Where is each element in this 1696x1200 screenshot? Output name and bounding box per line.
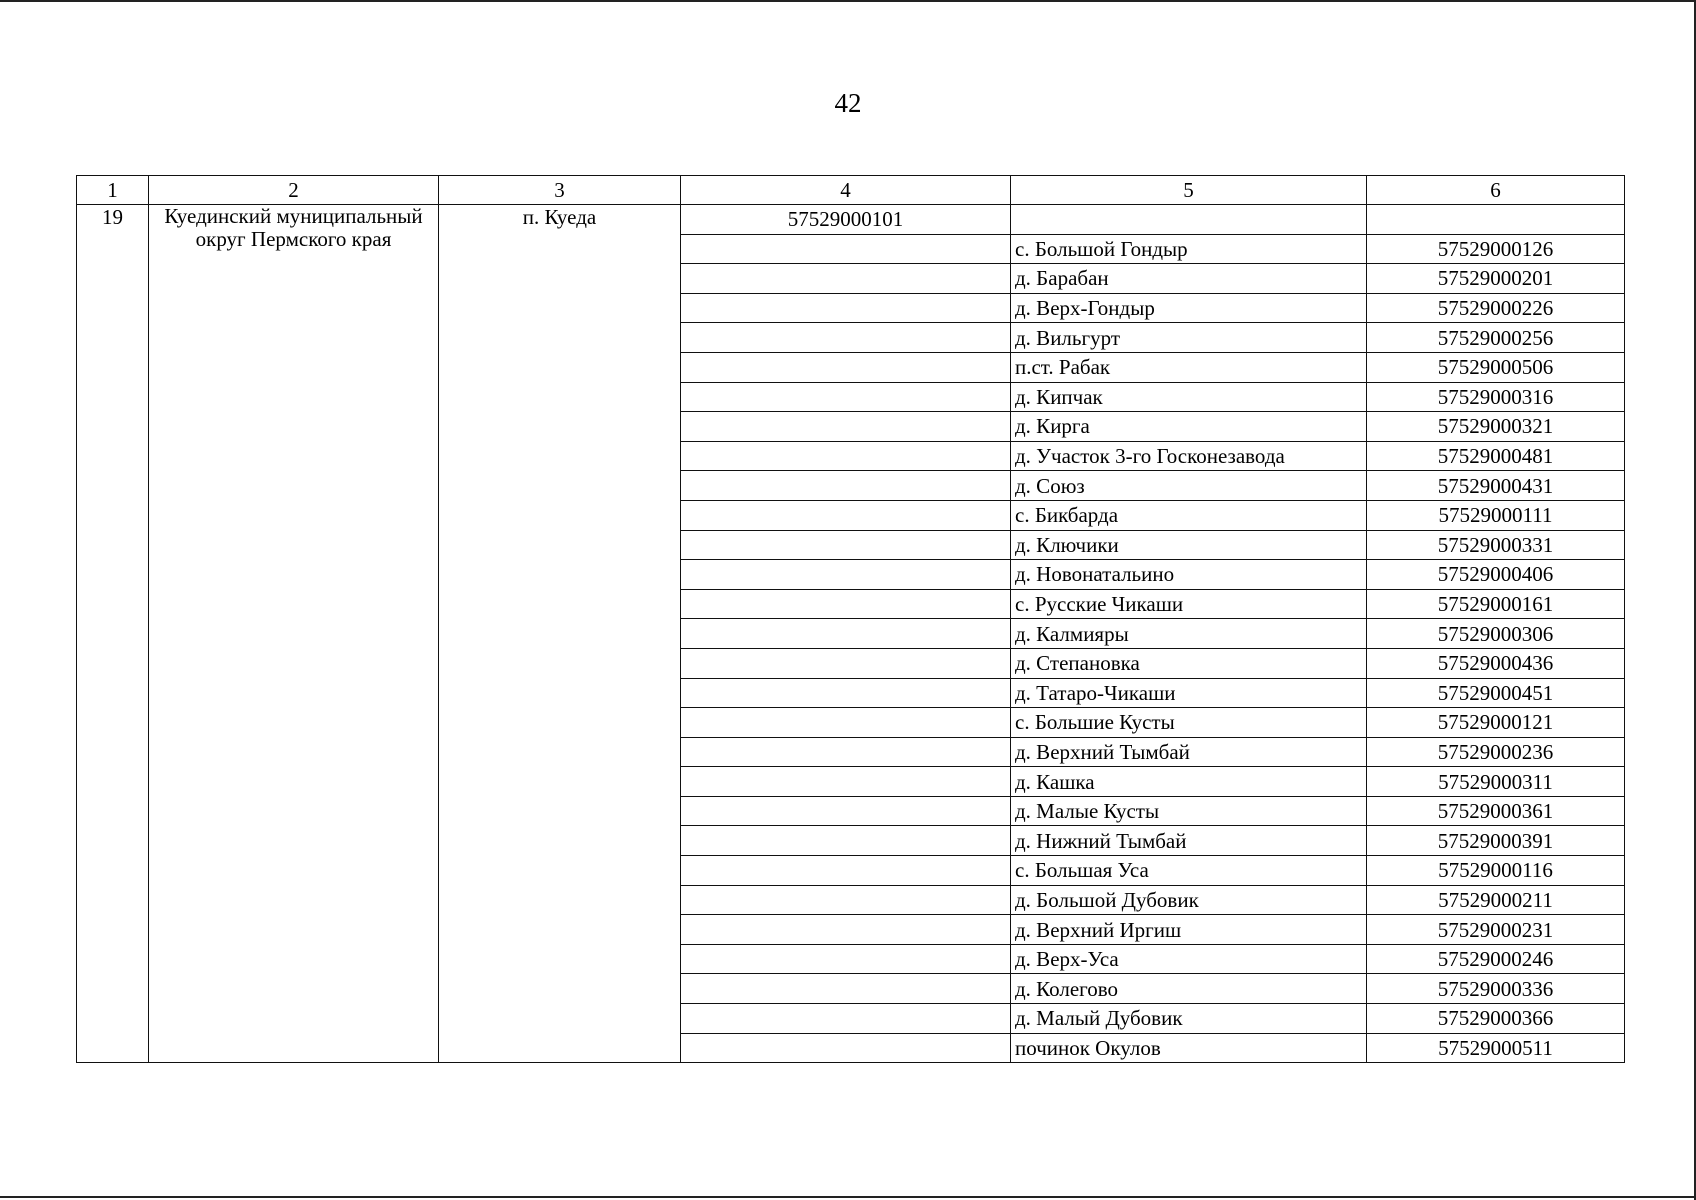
center-code-cell bbox=[681, 500, 1011, 530]
settlement-name: д. Степановка bbox=[1011, 648, 1367, 678]
center-code-cell bbox=[681, 530, 1011, 560]
entry-number: 19 bbox=[77, 205, 149, 1063]
settlement-name: д. Малый Дубовик bbox=[1011, 1004, 1367, 1034]
center-code-cell bbox=[681, 826, 1011, 856]
center-code-cell bbox=[681, 856, 1011, 886]
settlement-code: 57529000506 bbox=[1367, 352, 1625, 382]
municipality-name: Куединский муниципальный округ Пермского края bbox=[149, 205, 439, 1063]
settlement-name bbox=[1011, 205, 1367, 235]
center-code-cell bbox=[681, 737, 1011, 767]
column-number: 1 bbox=[77, 176, 149, 205]
center-code-cell bbox=[681, 796, 1011, 826]
settlement-code: 57529000231 bbox=[1367, 915, 1625, 945]
settlement-name: д. Кашка bbox=[1011, 767, 1367, 797]
center-code-cell bbox=[681, 441, 1011, 471]
settlement-name: починок Окулов bbox=[1011, 1033, 1367, 1063]
settlement-name: д. Вильгурт bbox=[1011, 323, 1367, 353]
settlement-code: 57529000431 bbox=[1367, 471, 1625, 501]
settlement-name: д. Большой Дубовик bbox=[1011, 885, 1367, 915]
center-code-cell bbox=[681, 352, 1011, 382]
center-code-cell bbox=[681, 619, 1011, 649]
center-code-cell bbox=[681, 1004, 1011, 1034]
settlement-name: с. Большая Уса bbox=[1011, 856, 1367, 886]
settlement-code: 57529000256 bbox=[1367, 323, 1625, 353]
center-code-cell bbox=[681, 915, 1011, 945]
settlement-code: 57529000481 bbox=[1367, 441, 1625, 471]
settlement-code: 57529000121 bbox=[1367, 708, 1625, 738]
settlement-code: 57529000331 bbox=[1367, 530, 1625, 560]
center-code: 57529000101 bbox=[681, 205, 1011, 235]
column-number: 5 bbox=[1011, 176, 1367, 205]
center-code-cell bbox=[681, 974, 1011, 1004]
administrative-center: п. Куеда bbox=[439, 205, 681, 1063]
settlement-name: д. Кирга bbox=[1011, 412, 1367, 442]
settlement-name: д. Калмияры bbox=[1011, 619, 1367, 649]
settlement-code: 57529000336 bbox=[1367, 974, 1625, 1004]
settlement-name: д. Татаро-Чикаши bbox=[1011, 678, 1367, 708]
settlement-name: д. Малые Кусты bbox=[1011, 796, 1367, 826]
settlement-code: 57529000211 bbox=[1367, 885, 1625, 915]
center-code-cell bbox=[681, 678, 1011, 708]
center-code-cell bbox=[681, 412, 1011, 442]
column-number-row bbox=[77, 176, 1625, 205]
settlement-name: п.ст. Рабак bbox=[1011, 352, 1367, 382]
settlement-code: 57529000226 bbox=[1367, 293, 1625, 323]
column-number: 6 bbox=[1367, 176, 1625, 205]
settlement-code: 57529000406 bbox=[1367, 560, 1625, 590]
settlements-table bbox=[76, 175, 1625, 1063]
settlement-code: 57529000311 bbox=[1367, 767, 1625, 797]
column-number: 4 bbox=[681, 176, 1011, 205]
center-code-cell bbox=[681, 382, 1011, 412]
settlement-name: д. Нижний Тымбай bbox=[1011, 826, 1367, 856]
settlement-code: 57529000321 bbox=[1367, 412, 1625, 442]
center-code-cell bbox=[681, 560, 1011, 590]
center-code-cell bbox=[681, 885, 1011, 915]
center-code-cell bbox=[681, 234, 1011, 264]
settlement-code: 57529000391 bbox=[1367, 826, 1625, 856]
settlement-code bbox=[1367, 205, 1625, 235]
table-row bbox=[77, 205, 1625, 235]
settlement-code: 57529000361 bbox=[1367, 796, 1625, 826]
settlement-name: д. Барабан bbox=[1011, 264, 1367, 294]
column-number: 3 bbox=[439, 176, 681, 205]
settlement-name: с. Большие Кусты bbox=[1011, 708, 1367, 738]
center-code-cell bbox=[681, 293, 1011, 323]
settlement-code: 57529000366 bbox=[1367, 1004, 1625, 1034]
center-code-cell bbox=[681, 708, 1011, 738]
settlement-name: д. Верх-Гондыр bbox=[1011, 293, 1367, 323]
settlement-name: д. Колегово bbox=[1011, 974, 1367, 1004]
page-bottom-edge bbox=[0, 1196, 1696, 1198]
settlement-code: 57529000436 bbox=[1367, 648, 1625, 678]
settlement-code: 57529000201 bbox=[1367, 264, 1625, 294]
settlement-name: с. Большой Гондыр bbox=[1011, 234, 1367, 264]
settlement-code: 57529000111 bbox=[1367, 500, 1625, 530]
settlement-name: с. Бикбарда bbox=[1011, 500, 1367, 530]
settlement-code: 57529000126 bbox=[1367, 234, 1625, 264]
settlement-code: 57529000306 bbox=[1367, 619, 1625, 649]
center-code-cell bbox=[681, 648, 1011, 678]
settlement-name: д. Верхний Тымбай bbox=[1011, 737, 1367, 767]
center-code-cell bbox=[681, 944, 1011, 974]
center-code-cell bbox=[681, 471, 1011, 501]
settlement-name: д. Ключики bbox=[1011, 530, 1367, 560]
column-number: 2 bbox=[149, 176, 439, 205]
settlement-code: 57529000246 bbox=[1367, 944, 1625, 974]
settlement-code: 57529000451 bbox=[1367, 678, 1625, 708]
center-code-cell bbox=[681, 767, 1011, 797]
page-number: 42 bbox=[834, 88, 862, 118]
settlement-name: д. Верхний Иргиш bbox=[1011, 915, 1367, 945]
settlement-code: 57529000316 bbox=[1367, 382, 1625, 412]
settlement-name: д. Кипчак bbox=[1011, 382, 1367, 412]
center-code-cell bbox=[681, 589, 1011, 619]
settlement-name: д. Верх-Уса bbox=[1011, 944, 1367, 974]
settlement-name: д. Новонатальино bbox=[1011, 560, 1367, 590]
settlement-code: 57529000116 bbox=[1367, 856, 1625, 886]
center-code-cell bbox=[681, 323, 1011, 353]
settlement-code: 57529000511 bbox=[1367, 1033, 1625, 1063]
settlement-code: 57529000236 bbox=[1367, 737, 1625, 767]
settlement-name: с. Русские Чикаши bbox=[1011, 589, 1367, 619]
center-code-cell bbox=[681, 1033, 1011, 1063]
center-code-cell bbox=[681, 264, 1011, 294]
settlement-code: 57529000161 bbox=[1367, 589, 1625, 619]
settlement-name: д. Союз bbox=[1011, 471, 1367, 501]
settlement-name: д. Участок 3-го Госконезавода bbox=[1011, 441, 1367, 471]
